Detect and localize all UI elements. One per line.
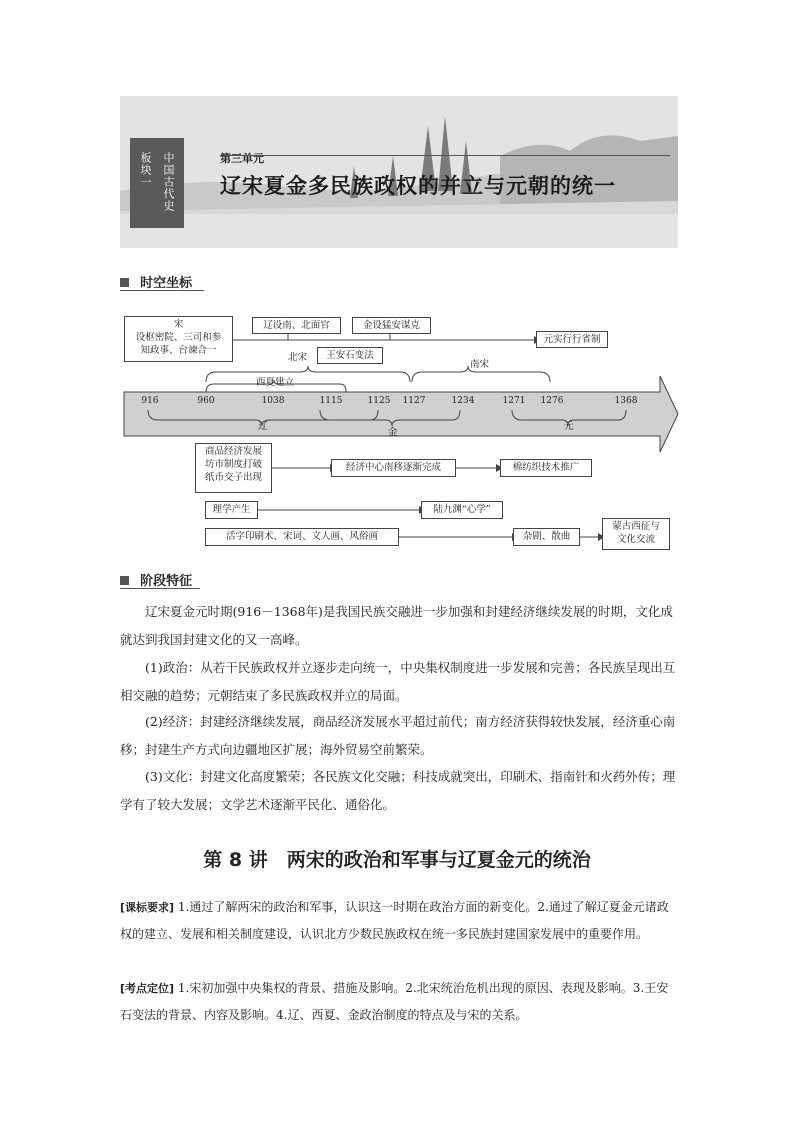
commerce-line-2: 坊市制度打破	[204, 459, 262, 470]
drama-box: 杂剧、散曲	[513, 528, 580, 546]
year-1368: 1368	[614, 396, 638, 406]
requirements-tag: [课标要求]	[120, 901, 175, 914]
commerce-line-1: 商品经济发展	[204, 446, 262, 457]
yuan-label: 元	[564, 421, 574, 432]
features-economy: (2)经济：封建经济继续发展，商品经济发展水平超过前代；南方经济获得较快发展，经济重心南移；封建生产方式向边疆地区扩展；海外贸易空前繁荣。	[120, 714, 676, 757]
lu-jiuyuan-box: 陆九渊“心学”	[421, 501, 503, 519]
exam-points	[120, 975, 680, 1029]
econ-center-box: 经济中心南移逐渐完成	[331, 459, 456, 477]
requirements-text: 1.通过了解两宋的政治和军事，认识这一时期在政治方面的新变化。2.通过了解辽夏金元诸政权的建立、发展和相关制度建设，认识北方少数民族政权在统一多民族封建国家发展中的重要作用。	[120, 900, 669, 941]
curriculum-requirements	[120, 894, 680, 948]
song-line-2: 知政事、台谏合一	[140, 345, 217, 356]
liao-officials-box: 辽设南、北面官	[252, 317, 341, 334]
jin-mengan-box: 金设猛安谋克	[352, 317, 431, 334]
year-1127: 1127	[402, 396, 426, 406]
features-culture: (3)文化：封建文化高度繁荣；各民族文化交融；科技成就突出，印刷术、指南针和火药外传；理学有了较大发展；文学艺术逐渐平民化、通俗化。	[120, 769, 676, 812]
section-title: 阶段特征	[140, 574, 193, 589]
unit-title: 辽宋夏金多民族政权的并立与元朝的统一	[220, 174, 616, 198]
section-heading-features	[120, 570, 200, 589]
section-title: 时空坐标	[140, 276, 193, 291]
exam-points-text: 1.宋初加强中央集权的背景、措施及影响。2.北宋统治危机出现的原因、表现及影响。3.王安石变法的背景、内容及影响。4.辽、西夏、金政治制度的特点及与宋的关系。	[120, 981, 669, 1022]
cotton-box: 棉纺织技术推广	[500, 459, 592, 477]
xixia-label: 西夏建立	[256, 377, 295, 388]
mongol-line-2: 文化交流	[616, 534, 655, 545]
unit-label: 第三单元	[220, 152, 264, 165]
northern-song-label: 北宋	[288, 352, 308, 363]
lecture-title: 第 8 讲 两宋的政治和军事与辽夏金元的统治	[203, 849, 591, 871]
board-number: 板块一	[139, 152, 152, 188]
yuan-province-box: 元实行行省制	[536, 331, 608, 348]
mongol-line-1: 蒙古西征与	[612, 521, 660, 532]
commerce-line-3: 纸币交子出现	[204, 472, 262, 483]
board-subject: 中国古代史	[162, 152, 175, 212]
year-1115: 1115	[319, 396, 343, 406]
year-1125: 1125	[367, 396, 391, 406]
liao-label: 辽	[258, 421, 268, 432]
mongol-box	[602, 518, 670, 550]
song-reform-box	[124, 316, 233, 362]
southern-song-label: 南宋	[470, 359, 490, 370]
exam-points-tag: [考点定位]	[120, 982, 175, 995]
year-1271: 1271	[502, 396, 526, 406]
commerce-box	[195, 443, 272, 493]
neo-confucianism-box: 理学产生	[205, 501, 258, 519]
wang-anshi-box: 王安石变法	[317, 347, 383, 364]
features-intro: 辽宋夏金元时期(916－1368年)是我国民族交融进一步加强和封建经济继续发展的时期，文化成就达到我国封建文化的又一高峰。	[120, 604, 673, 647]
culture-box: 活字印刷术、宋词、文人画、风俗画	[205, 528, 399, 546]
year-1234: 1234	[451, 396, 475, 406]
year-1276: 1276	[540, 396, 564, 406]
section-marker-icon	[120, 576, 129, 585]
song-line-1: 设枢密院、三司和参	[135, 332, 222, 343]
year-1038: 1038	[261, 396, 285, 406]
year-916: 916	[141, 396, 159, 406]
features-politics: (1)政治：从若干民族政权并立逐步走向统一，中央集权制度进一步发展和完善；各民族呈现出互相交融的趋势；元朝结束了多民族政权并立的局面。	[120, 660, 676, 703]
jin-label: 金	[388, 427, 398, 438]
song-title: 宋	[173, 319, 184, 330]
year-960: 960	[197, 396, 215, 406]
